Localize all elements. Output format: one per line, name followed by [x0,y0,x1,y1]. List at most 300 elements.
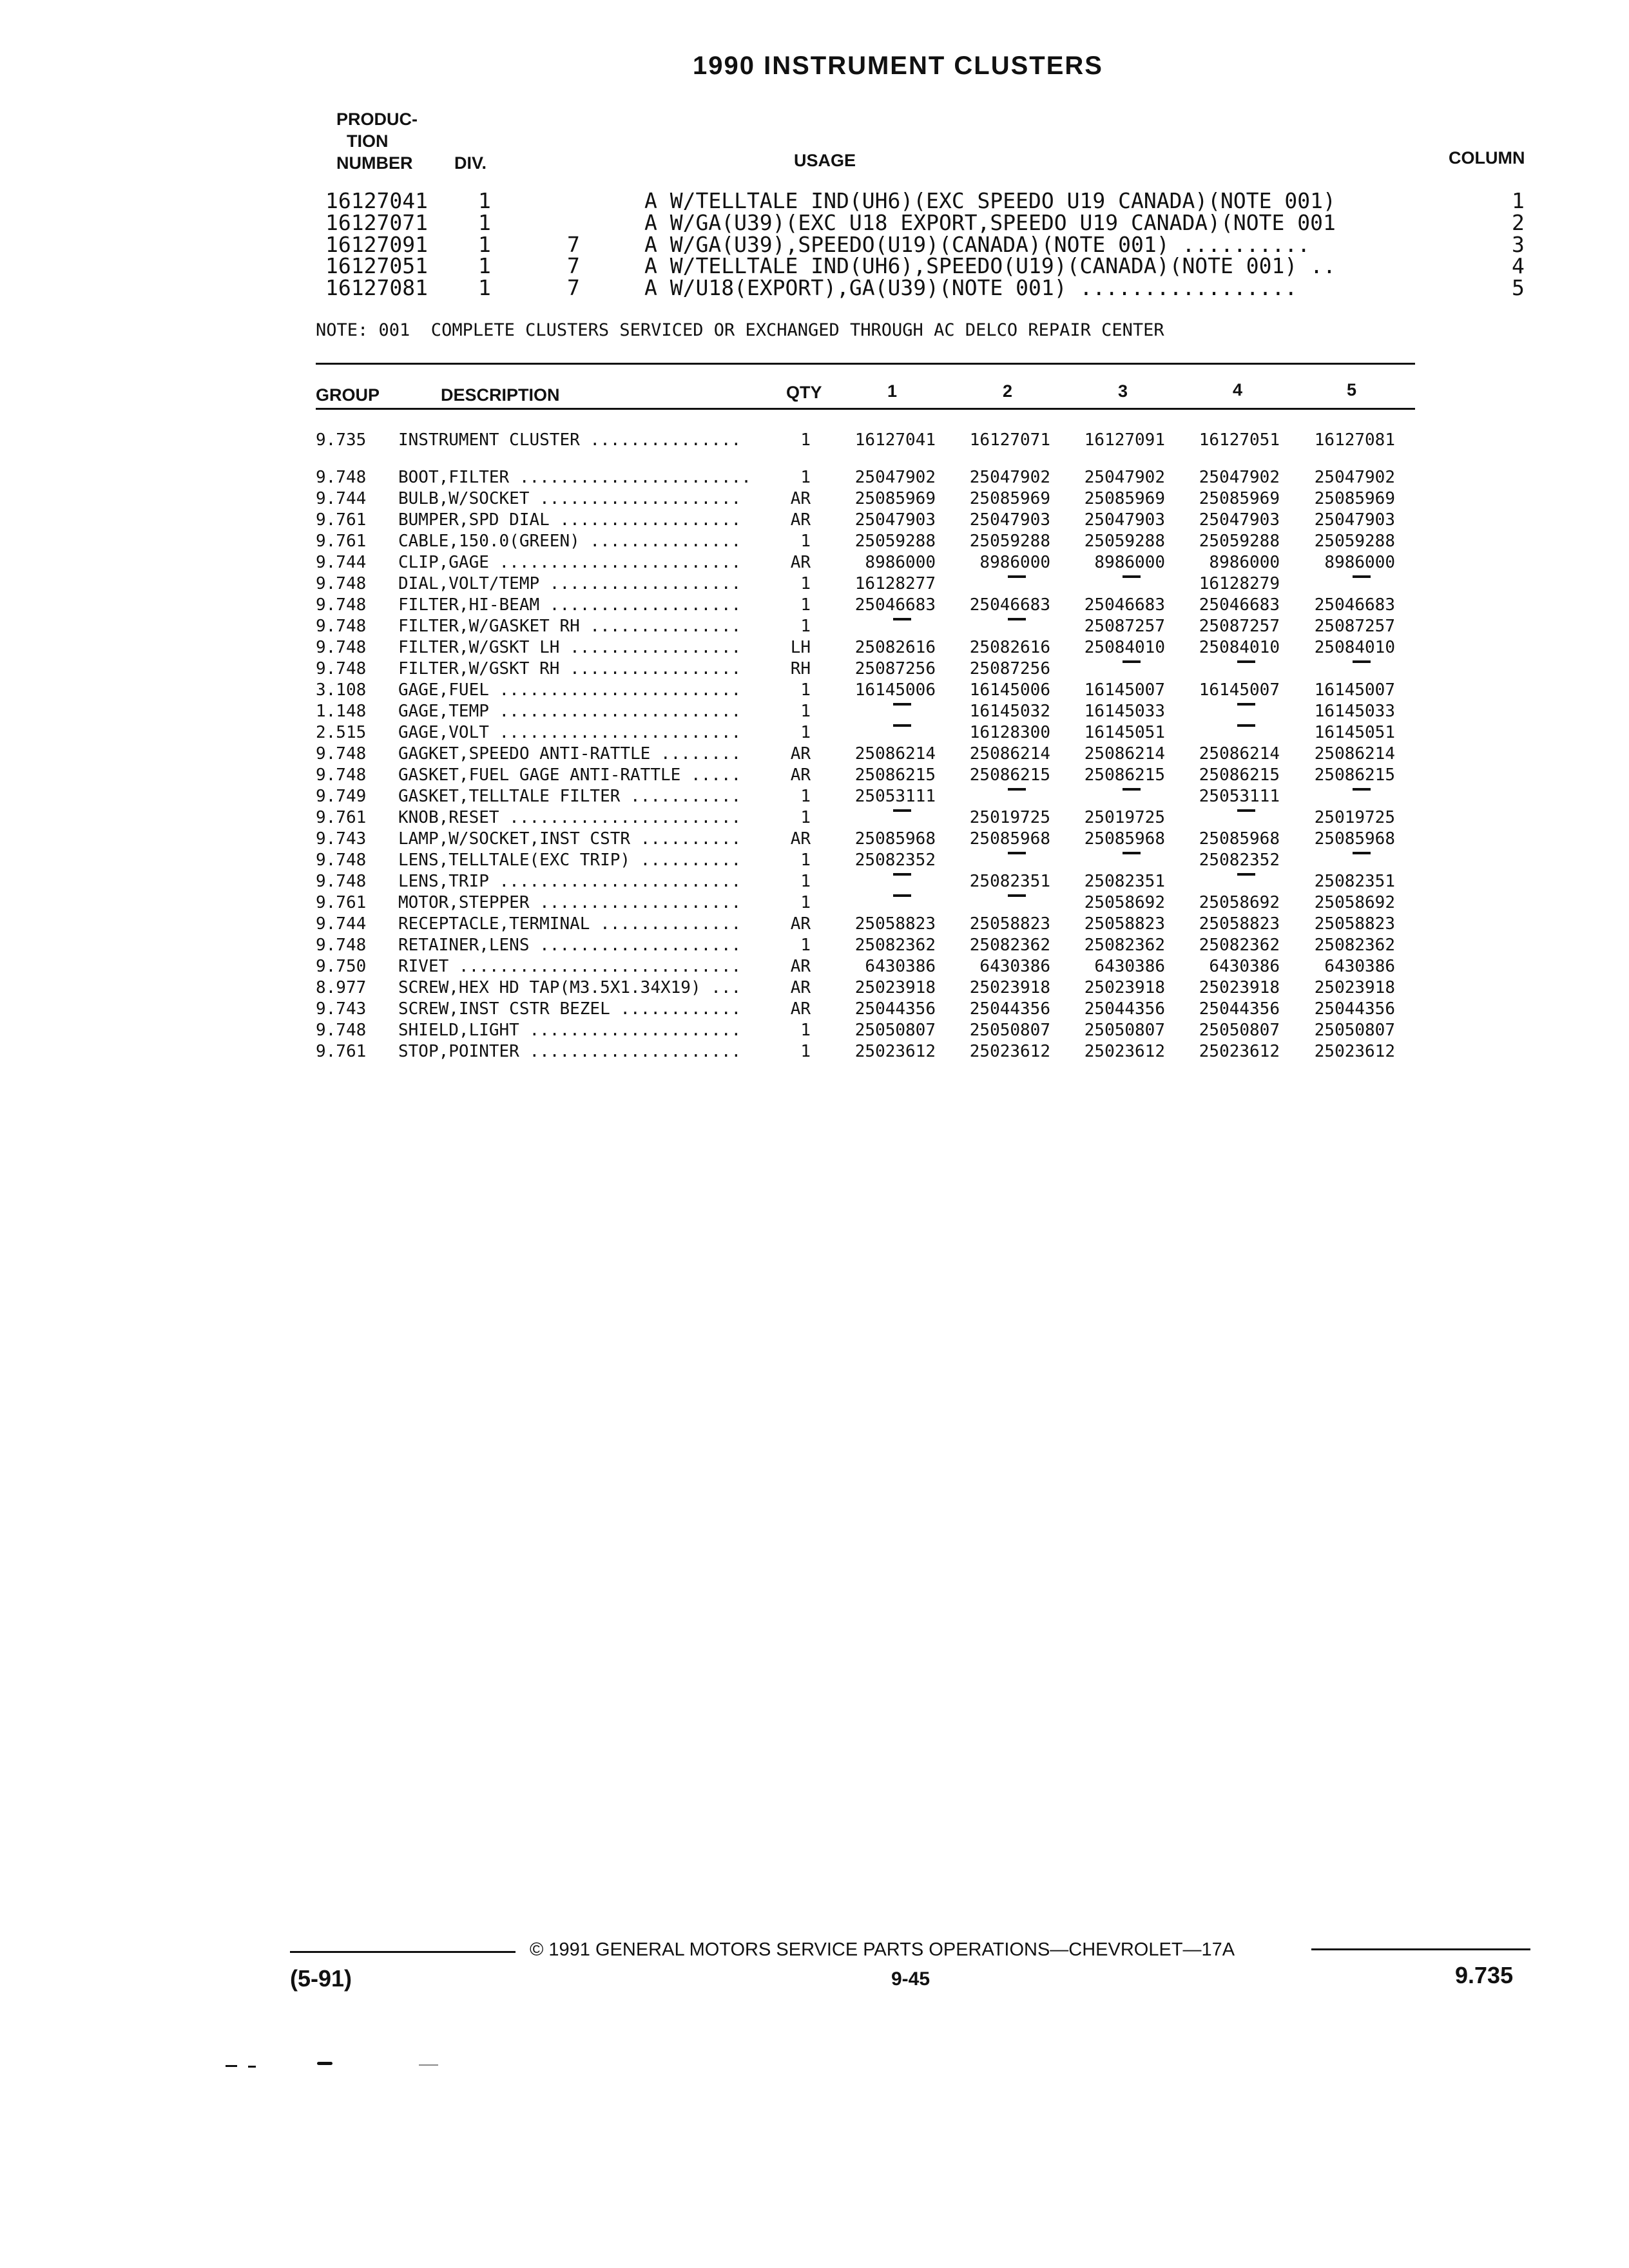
group-number: 9.748 [316,872,367,891]
group-number: 9.748 [316,765,367,785]
part-number-col-4: 16128279 [1199,574,1280,593]
footer-date: (5-91) [290,1965,352,1992]
part-description: MOTOR,STEPPER .................... [398,893,742,912]
part-qty: 1 [800,702,811,721]
part-number-col-3: 25086215 [1084,765,1165,785]
part-number-col-2: 16128300 [969,723,1050,742]
part-number-col-1: 25053111 [854,787,936,806]
table-row [0,872,1629,893]
footer-group-number: 9.735 [1455,1962,1514,1988]
production-usage: A W/GA(U39)(EXC U18 EXPORT,SPEEDO U19 CANADA)(NOTE 001 [644,210,1336,235]
table-row [0,510,1629,532]
production-number: 16127071 [325,210,428,235]
not-applicable-dash [893,618,911,620]
part-number-col-2: 8986000 [979,553,1050,572]
part-number-col-2: 25082616 [969,638,1050,657]
part-description: LENS,TELLTALE(EXC TRIP) .......... [398,850,742,870]
group-number: 9.744 [316,553,367,572]
scan-mark [226,2065,237,2067]
part-number-col-5: 25044356 [1314,999,1395,1019]
not-applicable-dash [893,809,911,812]
part-number-col-5: 16145033 [1314,702,1395,721]
part-number-col-5: 25082362 [1314,936,1395,955]
not-applicable-dash [1123,852,1141,854]
part-number-col-4: 25058823 [1199,914,1280,934]
part-qty: AR [790,999,811,1019]
table-row [0,829,1629,850]
part-number-col-3: 16127091 [1084,430,1165,450]
production-div: 1 [478,275,491,300]
part-number-col-3: 25087257 [1084,617,1165,636]
not-applicable-dash [1353,660,1371,663]
table-row [0,893,1629,914]
table-row [0,574,1629,595]
production-div-secondary: 7 [567,275,580,300]
part-number-col-2: 25085969 [969,489,1050,508]
part-description: KNOB,RESET ....................... [398,808,742,827]
part-qty: 1 [800,936,811,955]
part-number-col-4: 8986000 [1209,553,1280,572]
col-header-5: 5 [1347,380,1357,399]
part-number-col-1: 25023918 [854,978,936,997]
not-applicable-dash [1353,852,1371,854]
part-number-col-3: 25046683 [1084,595,1165,615]
part-qty: 1 [800,430,811,450]
part-number-col-4: 25053111 [1199,787,1280,806]
part-number-col-4: 25046683 [1199,595,1280,615]
not-applicable-dash [893,724,911,727]
footer-copyright: © 1991 GENERAL MOTORS SERVICE PARTS OPERATIONS—CHEVROLET—17A [530,1939,1235,1960]
part-number-col-4: 25084010 [1199,638,1280,657]
part-number-col-1: 25087256 [854,659,936,678]
not-applicable-dash [1008,894,1026,897]
production-column: 5 [1512,275,1525,300]
part-number-col-1: 25082352 [854,850,936,870]
part-number-col-3: 25047902 [1084,468,1165,487]
part-number-col-1: 25086214 [854,744,936,764]
part-number-col-1: 6430386 [865,957,936,976]
part-number-col-3: 6430386 [1094,957,1165,976]
part-qty: AR [790,744,811,764]
part-number-col-2: 25050807 [969,1021,1050,1040]
part-qty: AR [790,829,811,849]
part-number-col-2: 25047903 [969,510,1050,530]
part-qty: 1 [800,893,811,912]
part-number-col-4: 25086214 [1199,744,1280,764]
production-div-secondary: 7 [567,232,580,257]
not-applicable-dash [1123,575,1141,578]
col-header-group: GROUP [316,385,380,405]
part-number-col-2: 25082362 [969,936,1050,955]
part-qty: 1 [800,468,811,487]
part-number-col-4: 16145007 [1199,680,1280,700]
table-row [0,936,1629,957]
part-description: RETAINER,LENS .................... [398,936,742,955]
part-description: GAGE,TEMP ........................ [398,702,742,721]
part-description: GAGE,FUEL ........................ [398,680,742,700]
group-number: 9.748 [316,659,367,678]
not-applicable-dash [893,894,911,897]
part-qty: AR [790,510,811,530]
scan-mark [248,2066,256,2068]
table-row [0,914,1629,936]
not-applicable-dash [1008,788,1026,791]
group-number: 9.761 [316,532,367,551]
part-description: BUMPER,SPD DIAL .................. [398,510,742,530]
group-number: 9.743 [316,829,367,849]
part-number-col-1: 25046683 [854,595,936,615]
part-number-col-2: 25047902 [969,468,1050,487]
part-description: SCREW,INST CSTR BEZEL ............ [398,999,742,1019]
part-number-col-1: 16128277 [854,574,936,593]
part-number-col-3: 16145007 [1084,680,1165,700]
part-number-col-3: 25059288 [1084,532,1165,551]
part-number-col-3: 25019725 [1084,808,1165,827]
table-header-rule [316,408,1415,410]
part-number-col-2: 25085968 [969,829,1050,849]
note-text: NOTE: 001 COMPLETE CLUSTERS SERVICED OR EXCHANGED THROUGH AC DELCO REPAIR CENTER [316,320,1164,340]
table-row [0,978,1629,999]
part-number-col-5: 16127081 [1314,430,1395,450]
group-number: 9.748 [316,468,367,487]
group-number: 9.748 [316,574,367,593]
group-number: 9.748 [316,744,367,764]
part-number-col-1: 25047903 [854,510,936,530]
part-number-col-1: 25085969 [854,489,936,508]
table-row [0,430,1629,452]
col-header-description: DESCRIPTION [441,385,560,405]
part-number-col-1: 25023612 [854,1042,936,1061]
table-row [0,702,1629,723]
part-number-col-5: 25086214 [1314,744,1395,764]
table-row [0,1042,1629,1063]
part-qty: AR [790,489,811,508]
part-number-col-5: 25058823 [1314,914,1395,934]
part-description: FILTER,W/GSKT LH ................. [398,638,742,657]
production-div-secondary: 7 [567,253,580,278]
part-qty: 1 [800,787,811,806]
part-number-col-5: 25086215 [1314,765,1395,785]
part-description: GASKET,FUEL GAGE ANTI-RATTLE ..... [398,765,742,785]
part-number-col-5: 25047903 [1314,510,1395,530]
part-number-col-1: 25050807 [854,1021,936,1040]
group-number: 9.743 [316,999,367,1019]
production-usage: A W/TELLTALE IND(UH6)(EXC SPEEDO U19 CANADA)(NOTE 001) [644,188,1336,213]
production-usage: A W/TELLTALE IND(UH6),SPEEDO(U19)(CANADA)(NOTE 001) .. [644,253,1336,278]
part-number-col-4: 25058692 [1199,893,1280,912]
part-description: CABLE,150.0(GREEN) ............... [398,532,742,551]
part-number-col-5: 25023918 [1314,978,1395,997]
part-number-col-2: 25082351 [969,872,1050,891]
header-usage: USAGE [794,151,856,170]
part-number-col-5: 16145051 [1314,723,1395,742]
part-number-col-2: 25023918 [969,978,1050,997]
group-number: 9.750 [316,957,367,976]
part-number-col-3: 25085969 [1084,489,1165,508]
production-div: 1 [478,253,491,278]
group-number: 2.515 [316,723,367,742]
part-number-col-5: 16145007 [1314,680,1395,700]
production-column: 2 [1512,210,1525,235]
group-number: 9.735 [316,430,367,450]
footer-page-number: 9-45 [891,1968,930,1990]
part-description: LAMP,W/SOCKET,INST CSTR .......... [398,829,742,849]
group-number: 9.748 [316,638,367,657]
part-number-col-4: 25059288 [1199,532,1280,551]
col-header-qty: QTY [786,383,822,402]
group-number: 9.761 [316,510,367,530]
not-applicable-dash [1237,660,1255,663]
table-row [0,468,1629,489]
part-number-col-1: 25082616 [854,638,936,657]
group-number: 3.108 [316,680,367,700]
part-number-col-3: 25084010 [1084,638,1165,657]
part-number-col-3: 25047903 [1084,510,1165,530]
part-description: BULB,W/SOCKET .................... [398,489,742,508]
part-number-col-5: 25084010 [1314,638,1395,657]
table-row [0,680,1629,702]
part-number-col-4: 25047902 [1199,468,1280,487]
production-number: 16127081 [325,275,428,300]
not-applicable-dash [1237,703,1255,706]
part-description: FILTER,W/GASKET RH ............... [398,617,742,636]
table-row [0,638,1629,659]
production-number: 16127091 [325,232,428,257]
part-qty: AR [790,914,811,934]
part-number-col-1: 16145006 [854,680,936,700]
production-usage: A W/GA(U39),SPEEDO(U19)(CANADA)(NOTE 001) .......... [644,232,1311,257]
group-number: 9.748 [316,1021,367,1040]
part-number-col-1: 25059288 [854,532,936,551]
part-number-col-5: 25082351 [1314,872,1395,891]
group-number: 9.748 [316,936,367,955]
part-number-col-5: 25046683 [1314,595,1395,615]
part-description: DIAL,VOLT/TEMP ................... [398,574,742,593]
group-number: 9.749 [316,787,367,806]
part-number-col-2: 25086214 [969,744,1050,764]
not-applicable-dash [1353,575,1371,578]
part-number-col-4: 25050807 [1199,1021,1280,1040]
production-number: 16127051 [325,253,428,278]
part-number-col-3: 8986000 [1094,553,1165,572]
table-top-rule [316,363,1415,365]
part-number-col-3: 25086214 [1084,744,1165,764]
part-qty: 1 [800,723,811,742]
part-qty: 1 [800,680,811,700]
scan-mark [419,2064,438,2066]
table-row [0,489,1629,510]
part-description: INSTRUMENT CLUSTER ............... [398,430,742,450]
part-number-col-1: 25086215 [854,765,936,785]
not-applicable-dash [1008,575,1026,578]
part-number-col-4: 25085968 [1199,829,1280,849]
table-row [0,532,1629,553]
group-number: 9.761 [316,893,367,912]
part-number-col-4: 25023918 [1199,978,1280,997]
part-description: FILTER,W/GSKT RH ................. [398,659,742,678]
part-number-col-2: 25046683 [969,595,1050,615]
part-number-col-5: 6430386 [1324,957,1395,976]
col-header-1: 1 [887,381,898,401]
part-description: CLIP,GAGE ........................ [398,553,742,572]
not-applicable-dash [1123,788,1141,791]
table-row [0,744,1629,765]
part-number-col-2: 25019725 [969,808,1050,827]
part-description: FILTER,HI-BEAM ................... [398,595,742,615]
part-number-col-3: 25023918 [1084,978,1165,997]
production-column: 3 [1512,232,1525,257]
part-qty: LH [790,638,811,657]
col-header-3: 3 [1118,381,1128,401]
part-qty: AR [790,765,811,785]
table-row [0,765,1629,787]
part-number-col-4: 6430386 [1209,957,1280,976]
part-number-col-4: 25085969 [1199,489,1280,508]
table-row [0,957,1629,978]
part-number-col-2: 16127071 [969,430,1050,450]
not-applicable-dash [1008,618,1026,620]
part-number-col-5: 25047902 [1314,468,1395,487]
part-number-col-2: 25087256 [969,659,1050,678]
part-number-col-4: 25082352 [1199,850,1280,870]
group-number: 9.761 [316,808,367,827]
col-header-4: 4 [1233,380,1243,399]
part-number-col-5: 8986000 [1324,553,1395,572]
footer-rule-left [290,1951,516,1953]
part-number-col-1: 25058823 [854,914,936,934]
production-column: 4 [1512,253,1525,278]
part-number-col-3: 25058692 [1084,893,1165,912]
part-number-col-1: 25082362 [854,936,936,955]
part-description: RECEPTACLE,TERMINAL .............. [398,914,742,934]
part-number-col-3: 25023612 [1084,1042,1165,1061]
part-qty: AR [790,553,811,572]
scan-mark [317,2062,333,2065]
part-number-col-2: 6430386 [979,957,1050,976]
header-column: COLUMN [1449,148,1525,168]
part-number-col-2: 25023612 [969,1042,1050,1061]
production-column: 1 [1512,188,1525,213]
part-qty: 1 [800,808,811,827]
group-number: 9.744 [316,489,367,508]
group-number: 9.761 [316,1042,367,1061]
group-number: 9.748 [316,617,367,636]
footer-rule-right [1311,1948,1530,1950]
part-description: STOP,POINTER ..................... [398,1042,742,1061]
not-applicable-dash [1237,873,1255,876]
not-applicable-dash [1123,660,1141,663]
page-title: 1990 INSTRUMENT CLUSTERS [693,52,1103,80]
group-number: 9.748 [316,595,367,615]
part-number-col-2: 25044356 [969,999,1050,1019]
part-number-col-4: 25047903 [1199,510,1280,530]
part-number-col-3: 25085968 [1084,829,1165,849]
table-row [0,595,1629,617]
part-number-col-3: 25050807 [1084,1021,1165,1040]
part-qty: 1 [800,532,811,551]
col-header-2: 2 [1003,381,1013,401]
part-description: GAGE,VOLT ........................ [398,723,742,742]
part-number-col-5: 25058692 [1314,893,1395,912]
table-row [0,850,1629,872]
header-production-number-2: TION [347,131,389,151]
part-description: SHIELD,LIGHT ..................... [398,1021,742,1040]
not-applicable-dash [1237,724,1255,727]
part-number-col-4: 16127051 [1199,430,1280,450]
group-number: 1.148 [316,702,367,721]
part-qty: AR [790,978,811,997]
production-div: 1 [478,232,491,257]
part-qty: RH [790,659,811,678]
part-number-col-2: 25059288 [969,532,1050,551]
header-production-number-1: PRODUC- [336,110,418,129]
group-number: 9.744 [316,914,367,934]
part-qty: 1 [800,1042,811,1061]
part-number-col-1: 8986000 [865,553,936,572]
production-usage: A W/U18(EXPORT),GA(U39)(NOTE 001) ................. [644,275,1298,300]
part-number-col-2: 16145006 [969,680,1050,700]
part-number-col-3: 16145033 [1084,702,1165,721]
part-number-col-4: 25087257 [1199,617,1280,636]
part-number-col-1: 25085968 [854,829,936,849]
not-applicable-dash [893,873,911,876]
not-applicable-dash [893,703,911,706]
part-number-col-3: 25082362 [1084,936,1165,955]
production-div: 1 [478,188,491,213]
header-div: DIV. [454,153,487,173]
part-qty: 1 [800,872,811,891]
table-row [0,659,1629,680]
part-number-col-1: 25044356 [854,999,936,1019]
part-number-col-4: 25082362 [1199,936,1280,955]
not-applicable-dash [1237,809,1255,812]
part-number-col-2: 25058823 [969,914,1050,934]
part-number-col-3: 25058823 [1084,914,1165,934]
part-qty: 1 [800,595,811,615]
part-number-col-4: 25086215 [1199,765,1280,785]
not-applicable-dash [1353,788,1371,791]
part-number-col-5: 25085969 [1314,489,1395,508]
part-number-col-3: 16145051 [1084,723,1165,742]
group-number: 9.748 [316,850,367,870]
part-number-col-3: 25044356 [1084,999,1165,1019]
header-production-number-3: NUMBER [336,153,413,173]
part-number-col-1: 25047902 [854,468,936,487]
part-qty: 1 [800,574,811,593]
table-row [0,723,1629,744]
production-div: 1 [478,210,491,235]
not-applicable-dash [1008,852,1026,854]
part-description: BOOT,FILTER ....................... [398,468,751,487]
part-number-col-1: 16127041 [854,430,936,450]
part-number-col-3: 25082351 [1084,872,1165,891]
part-qty: 1 [800,850,811,870]
table-row [0,787,1629,808]
part-description: SCREW,HEX HD TAP(M3.5X1.34X19) ... [398,978,742,997]
part-qty: AR [790,957,811,976]
part-number-col-5: 25050807 [1314,1021,1395,1040]
part-description: GAGKET,SPEEDO ANTI-RATTLE ........ [398,744,742,764]
part-qty: 1 [800,1021,811,1040]
part-number-col-5: 25085968 [1314,829,1395,849]
part-number-col-5: 25019725 [1314,808,1395,827]
part-number-col-2: 25086215 [969,765,1050,785]
part-number-col-4: 25023612 [1199,1042,1280,1061]
part-number-col-5: 25087257 [1314,617,1395,636]
table-row [0,553,1629,574]
part-number-col-4: 25044356 [1199,999,1280,1019]
part-number-col-5: 25023612 [1314,1042,1395,1061]
